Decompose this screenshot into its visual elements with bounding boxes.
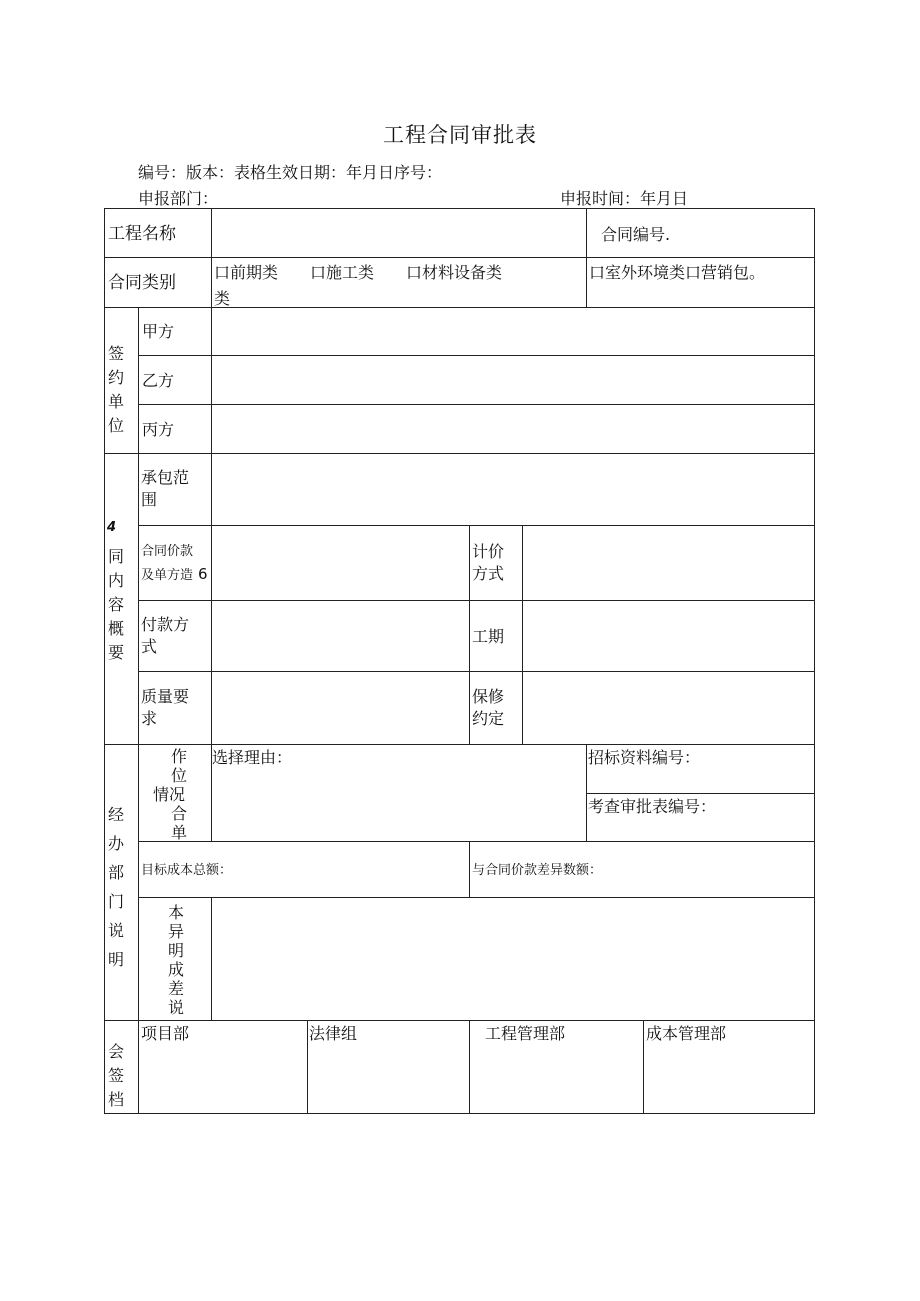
unit-situation-label-3: 合单 [170,804,187,842]
contract-type-label: 合同类别 [108,273,176,293]
pricing-method-field[interactable] [523,526,814,600]
report-time-label: 申报时间：年月日 [560,189,689,208]
payment-method-field[interactable] [212,601,469,671]
content-group-mark: 4 [107,520,117,535]
difference-reason-field[interactable] [212,898,814,1020]
unit-situation-label-2: 情况 [153,785,186,804]
contract-number-label: 合同编号. [601,225,671,244]
warranty-field[interactable] [523,672,814,744]
contract-type-options-wrap: 类 [214,289,231,308]
unit-situation-label-1: 作位 [170,747,187,785]
handling-department-group-label: 经办部门说明 [107,805,124,969]
cost-management-sign-label: 成本管理部 [646,1024,727,1043]
warranty-label: 保修约定 [472,687,505,728]
contract-type-options[interactable]: 口前期类 口施工类 口材料设备类 [214,263,503,282]
report-department-label: 申报部门： [138,189,219,208]
contract-price-field[interactable] [212,526,469,600]
contract-price-mark: 6 [198,565,208,583]
tender-document-number-label: 招标资料编号： [588,748,701,767]
project-department-sign-label: 项目部 [141,1024,190,1043]
countersign-group-label: 会签档 [107,1042,124,1109]
project-name-label: 工程名称 [108,224,176,244]
contract-type-options-right[interactable]: 口室外环境类口营销包。 [589,263,766,282]
contract-scope-label: 承包范围 [141,468,190,509]
review-approval-number-label: 考查审批表编号： [588,797,717,816]
quality-requirement-label: 质量要求 [141,687,190,728]
party-b-field[interactable] [212,356,814,404]
contract-scope-field[interactable] [212,454,814,525]
party-c-label: 丙方 [142,420,175,439]
payment-method-label: 付款方式 [141,615,190,656]
duration-field[interactable] [523,601,814,671]
selection-reason-field[interactable] [212,770,586,841]
project-name-field[interactable] [212,209,586,257]
party-c-field[interactable] [212,405,814,453]
pricing-method-label: 计价方式 [472,542,505,583]
price-difference-label: 与合同价款差异数额： [472,863,603,878]
party-a-label: 甲方 [142,322,175,341]
party-b-label: 乙方 [142,371,175,390]
party-a-field[interactable] [212,308,814,355]
difference-reason-label: 本异明成差说 [167,903,184,1017]
contract-price-label: 合同价款及单方造 [141,544,194,583]
duration-label: 工期 [472,627,505,646]
engineering-management-sign-label: 工程管理部 [485,1024,566,1043]
form-meta-line: 编号：版本：表格生效日期：年月日序号： [138,163,443,182]
signing-parties-group-label: 签约单位 [107,344,124,435]
quality-requirement-field[interactable] [212,672,469,744]
target-cost-label: 目标成本总额： [141,863,233,878]
page-title: 工程合同审批表 [383,123,537,147]
selection-reason-label: 选择理由： [212,748,293,767]
legal-team-sign-label: 法律组 [309,1024,358,1043]
contract-content-group-label: 同内容概要 [107,547,124,662]
